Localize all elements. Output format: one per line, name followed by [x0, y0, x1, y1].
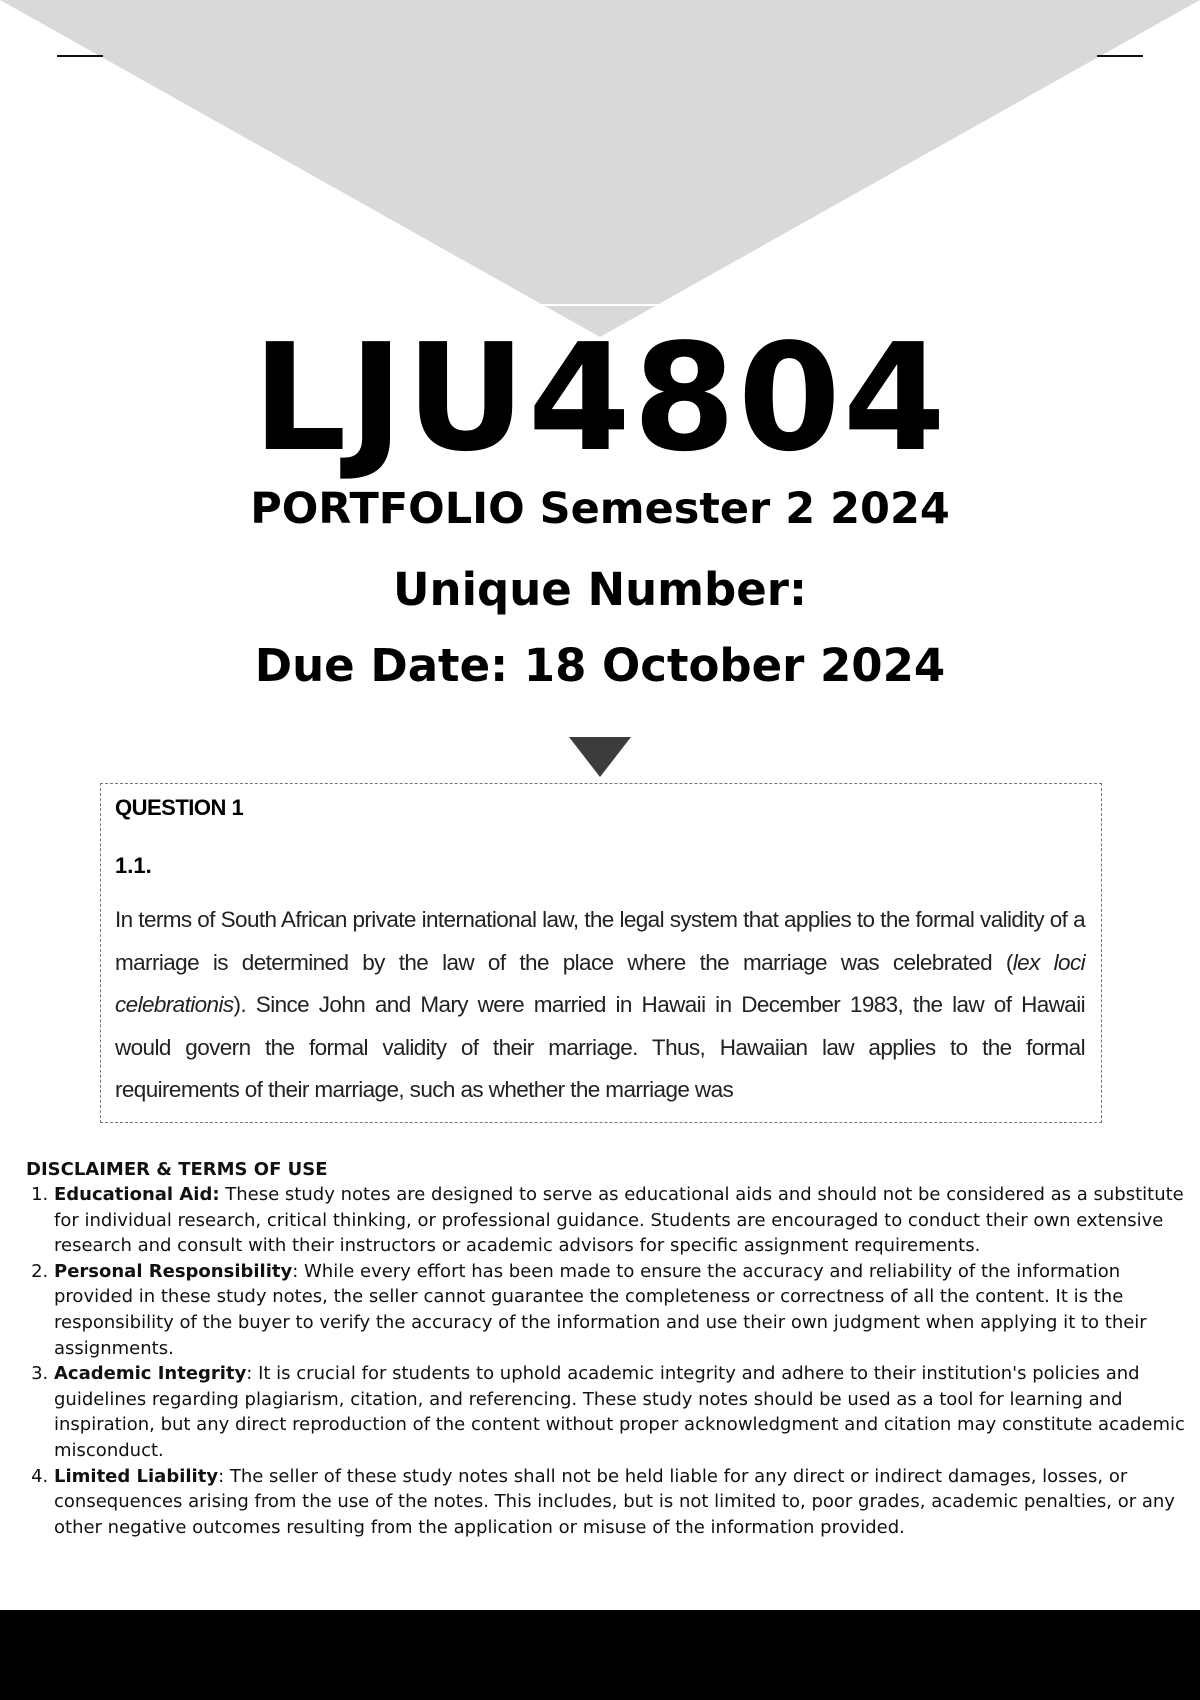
corner-rule-right [1097, 55, 1143, 57]
list-item [54, 1182, 1190, 1259]
item-title: Limited Liability [54, 1465, 219, 1487]
question-answer-paragraph [115, 899, 1085, 1112]
item-text: These study notes are designed to serve as educational aids and should not be considered as a substitute for individual research, critical thinking, or professional guidance. Students are encouraged to conduct their own extensive research and consult with their instructors or academic advisors for specific assignment requirements. [54, 1184, 1184, 1257]
item-text: : It is crucial for students to uphold academic integrity and adhere to their institution's policies and guidelines regarding plagiarism, citation, and referencing. These study notes should be used as a tool for learning and inspiration, but any direct reproduction of the content without proper acknowledgment and citation may constitute academic misconduct. [54, 1363, 1185, 1461]
item-title: Educational Aid: [54, 1184, 220, 1205]
corner-rule-left [57, 55, 103, 57]
item-title: Personal Responsibility [54, 1260, 293, 1282]
question-preview-box [100, 783, 1102, 1123]
due-date: Due Date: 18 October 2024 [254, 639, 946, 692]
course-code-title: LJU4804 [252, 312, 948, 484]
paragraph-text: ). Since John and Mary were married in Hawaii in December 1983, the law of Hawaii would govern the formal validity of their marriage. Thus, Hawaiian law applies to the formal requirements of their marriage, such as whether the marriage was [115, 992, 1085, 1102]
disclaimer-heading: DISCLAIMER & TERMS OF USE [26, 1159, 328, 1180]
paragraph-italic-term: lex loci celebrationis [115, 949, 1085, 1017]
list-item [54, 1361, 1190, 1463]
paragraph-text: In terms of South African private international law, the legal system that applies to the formal validity of a marriage is determined by the law of the place where the marriage was celebrated ( [115, 907, 1085, 975]
question-heading: QUESTION 1 [115, 795, 244, 820]
disclaimer-list [20, 1182, 1190, 1540]
down-arrow-icon [569, 737, 631, 777]
footer-bar [0, 1610, 1200, 1700]
item-title: Academic Integrity [54, 1363, 247, 1385]
item-text: : The seller of these study notes shall not be held liable for any direct or indirect damages, losses, or consequences arising from the use of the notes. This includes, but is not limited to, poor grades, academic penalties, or any other negative outcomes resulting from the application or misuse of the information provided. [54, 1465, 1175, 1538]
decorative-banner-triangle [0, 0, 1200, 340]
portfolio-subtitle: PORTFOLIO Semester 2 2024 [250, 484, 950, 534]
list-item [54, 1259, 1190, 1361]
unique-number-label: Unique Number: [393, 563, 807, 616]
list-item [54, 1464, 1190, 1541]
item-text: : While every effort has been made to ensure the accuracy and reliability of the information provided in these study notes, the seller cannot guarantee the completeness or correctness of all the content. It is the responsibility of the buyer to verify the accuracy of the information and use their own judgment when applying it to their assignments. [54, 1260, 1147, 1359]
question-subheading: 1.1. [115, 853, 152, 878]
disclaimer-section [20, 1158, 1190, 1540]
